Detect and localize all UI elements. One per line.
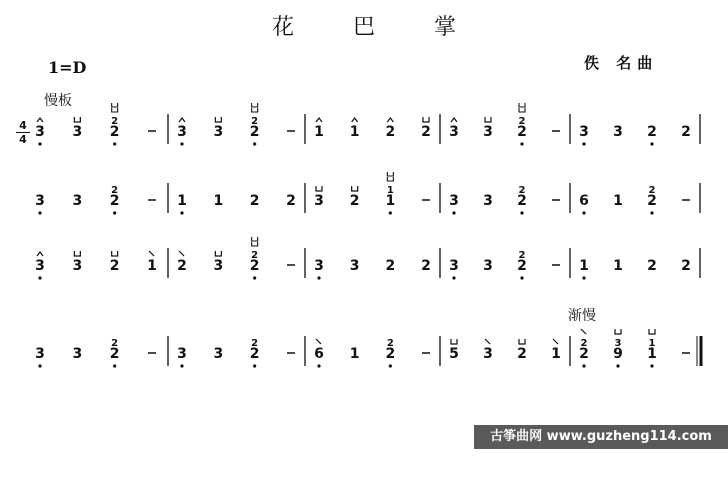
tempo-marking-start: 慢板 <box>44 93 72 109</box>
stroke-mark <box>179 251 184 256</box>
chord-note-upper: 2 <box>518 185 526 196</box>
low-octave-dot <box>38 364 41 367</box>
note: 1 <box>314 124 324 140</box>
stroke-mark <box>553 339 558 344</box>
low-octave-dot <box>582 211 585 214</box>
accent-hat <box>316 118 322 122</box>
note: 1 <box>177 193 187 209</box>
note: 3 <box>483 193 493 209</box>
chord-note-lower: 2 <box>249 346 260 362</box>
pluck-mark <box>352 186 358 191</box>
low-octave-dot <box>113 142 116 145</box>
chord-note-lower: 9 <box>613 346 623 362</box>
chord-note-lower: 2 <box>517 193 527 209</box>
chord-note-upper: 2 <box>386 338 394 349</box>
low-octave-dot <box>452 276 455 279</box>
low-octave-dot <box>582 276 585 279</box>
note: 1 <box>579 258 589 274</box>
accent-hat <box>387 118 393 122</box>
pluck-mark <box>252 242 258 246</box>
chord-note-upper: 2 <box>251 338 259 349</box>
time-signature-bottom: 4 <box>19 133 27 146</box>
accent-hat <box>352 118 358 122</box>
low-octave-dot <box>520 142 523 145</box>
low-octave-dot <box>253 142 256 145</box>
pluck-mark <box>74 117 80 122</box>
composer-credit: 佚 名曲 <box>584 54 659 72</box>
chord-note-upper: 2 <box>111 185 119 196</box>
pluck-mark <box>387 177 393 181</box>
pluck-mark <box>519 108 525 112</box>
piece-title: 花 巴 掌 <box>272 15 482 40</box>
accent-hat <box>179 118 185 122</box>
low-octave-dot <box>38 211 41 214</box>
note: 3 <box>177 124 187 140</box>
chord-note-lower: 1 <box>647 346 657 362</box>
chord-note-lower: 2 <box>647 193 657 209</box>
pluck-mark <box>112 103 118 107</box>
low-octave-dot <box>389 211 392 214</box>
note: 2 <box>109 258 120 274</box>
note: 2 <box>385 258 396 274</box>
chord-note-lower: 2 <box>385 346 396 362</box>
chord-note-upper: 2 <box>251 116 259 127</box>
chord-note-lower: 1 <box>385 193 396 209</box>
note: 2 <box>681 124 691 140</box>
chord-note-lower: 2 <box>249 124 260 140</box>
pluck-mark <box>451 339 457 344</box>
low-octave-dot <box>582 364 585 367</box>
chord-note-upper: 2 <box>111 116 119 127</box>
pluck-mark <box>252 237 258 241</box>
stroke-mark <box>485 339 490 344</box>
low-octave-dot <box>253 276 256 279</box>
note: 1 <box>349 346 360 362</box>
chord-note-upper: 2 <box>580 338 588 349</box>
note: 5 <box>449 346 459 362</box>
note: 3 <box>483 346 493 362</box>
pluck-mark <box>387 172 393 176</box>
low-octave-dot <box>253 364 256 367</box>
chord-note-upper: 2 <box>111 338 119 349</box>
note: 3 <box>483 258 493 274</box>
note: 2 <box>517 346 527 362</box>
pluck-mark <box>215 117 221 122</box>
note: 2 <box>647 258 657 274</box>
note: 3 <box>449 193 459 209</box>
note: 3 <box>72 124 83 140</box>
low-octave-dot <box>113 364 116 367</box>
accent-hat <box>37 118 43 122</box>
note: 1 <box>349 124 360 140</box>
note: 6 <box>579 193 589 209</box>
stroke-mark <box>316 339 321 344</box>
note: 2 <box>249 193 260 209</box>
note: 2 <box>681 258 691 274</box>
time-signature-top: 4 <box>19 119 27 132</box>
chord-note-upper: 2 <box>648 185 656 196</box>
note: 3 <box>213 124 224 140</box>
pluck-mark <box>112 251 118 256</box>
low-octave-dot <box>452 211 455 214</box>
pluck-mark <box>252 103 258 107</box>
low-octave-dot <box>317 364 320 367</box>
chord-note-upper: 2 <box>518 116 526 127</box>
note: 1 <box>213 193 224 209</box>
chord-note-upper: 1 <box>648 338 656 349</box>
note: 3 <box>483 124 493 140</box>
note: 3 <box>35 346 45 362</box>
note: 3 <box>35 258 45 274</box>
note: 3 <box>72 346 83 362</box>
pluck-mark <box>316 186 322 191</box>
key-signature: 1=D <box>48 58 87 77</box>
low-octave-dot <box>650 211 653 214</box>
note: 2 <box>421 124 431 140</box>
note: 3 <box>213 346 224 362</box>
note: 3 <box>449 258 459 274</box>
note: 3 <box>314 193 324 209</box>
pluck-mark <box>423 117 429 122</box>
note: 2 <box>286 193 296 209</box>
note: 3 <box>314 258 324 274</box>
low-octave-dot <box>180 211 183 214</box>
low-octave-dot <box>582 142 585 145</box>
low-octave-dot <box>180 142 183 145</box>
note: 3 <box>449 124 459 140</box>
pluck-mark <box>519 339 525 344</box>
chord-note-upper: 2 <box>251 250 259 261</box>
accent-hat <box>37 252 43 256</box>
low-octave-dot <box>520 211 523 214</box>
note: 1 <box>613 193 623 209</box>
chord-note-lower: 2 <box>579 346 589 362</box>
chord-note-upper: 3 <box>614 338 622 349</box>
note: 1 <box>613 258 623 274</box>
low-octave-dot <box>180 364 183 367</box>
chord-note-lower: 2 <box>109 124 120 140</box>
pluck-mark <box>649 329 655 334</box>
note: 3 <box>613 124 623 140</box>
note: 1 <box>147 258 157 274</box>
pluck-mark <box>215 251 221 256</box>
tempo-marking-end: 渐慢 <box>568 308 596 324</box>
note: 2 <box>349 193 360 209</box>
note: 2 <box>177 258 187 274</box>
note: 1 <box>551 346 561 362</box>
stroke-mark <box>581 329 586 334</box>
pluck-mark <box>615 329 621 334</box>
low-octave-dot <box>650 364 653 367</box>
stroke-mark <box>149 251 154 256</box>
note: 3 <box>349 258 360 274</box>
low-octave-dot <box>38 142 41 145</box>
chord-note-lower: 2 <box>517 258 527 274</box>
accent-hat <box>451 118 457 122</box>
note: 3 <box>213 258 224 274</box>
chord-note-lower: 2 <box>517 124 527 140</box>
pluck-mark <box>252 108 258 112</box>
pluck-mark <box>485 117 491 122</box>
low-octave-dot <box>616 364 619 367</box>
note: 2 <box>421 258 431 274</box>
low-octave-dot <box>389 364 392 367</box>
note: 6 <box>314 346 324 362</box>
chord-note-lower: 2 <box>109 193 120 209</box>
note: 3 <box>177 346 187 362</box>
note: 3 <box>72 258 83 274</box>
low-octave-dot <box>317 276 320 279</box>
note: 2 <box>647 124 657 140</box>
note: 3 <box>579 124 589 140</box>
site-watermark: 古筝曲网 www.guzheng114.com <box>474 425 728 449</box>
chord-note-lower: 2 <box>109 346 120 362</box>
low-octave-dot <box>38 276 41 279</box>
low-octave-dot <box>650 142 653 145</box>
low-octave-dot <box>520 276 523 279</box>
note: 3 <box>72 193 83 209</box>
note: 3 <box>35 193 45 209</box>
pluck-mark <box>112 108 118 112</box>
pluck-mark <box>519 103 525 107</box>
chord-note-upper: 1 <box>386 185 394 196</box>
chord-note-lower: 2 <box>249 258 260 274</box>
pluck-mark <box>74 251 80 256</box>
note: 3 <box>35 124 45 140</box>
note: 2 <box>385 124 396 140</box>
chord-note-upper: 2 <box>518 250 526 261</box>
low-octave-dot <box>113 211 116 214</box>
